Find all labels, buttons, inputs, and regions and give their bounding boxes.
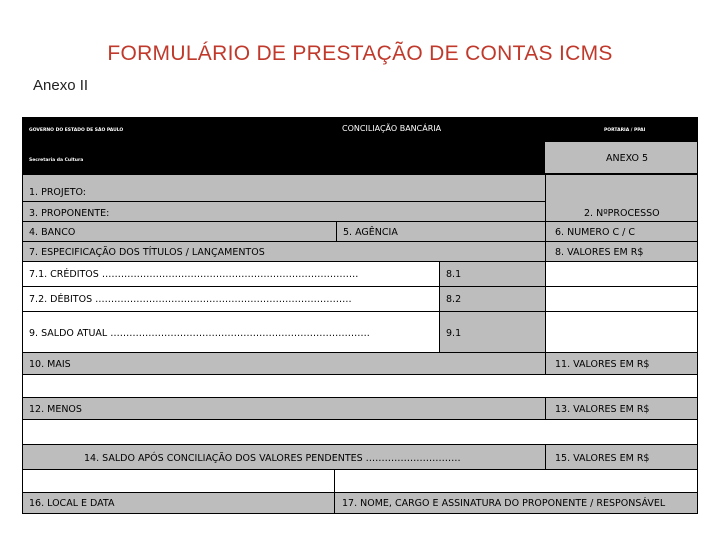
secretaria-name: Secretaria da Cultura <box>29 158 84 163</box>
menos-input[interactable] <box>22 419 698 445</box>
valores15-label: 15. VALORES EM R$ <box>555 453 650 464</box>
valores8-label: 8. VALORES EM R$ <box>555 247 644 258</box>
creditos-label: 7.1. CRÉDITOS ……………………………………………………………………… <box>29 269 359 280</box>
agencia-label: 5. AGÊNCIA <box>343 227 398 238</box>
creditos-code-cell <box>439 261 546 287</box>
proponente-label: 3. PROPONENTE: <box>29 208 110 219</box>
especificacao-label: 7. ESPECIFICAÇÃO DOS TÍTULOS / LANÇAMENTOS <box>29 247 265 258</box>
creditos-code: 8.1 <box>446 269 462 280</box>
creditos-value-cell[interactable] <box>545 261 698 287</box>
especificacao-field <box>22 241 546 262</box>
local-data-field[interactable] <box>22 492 335 514</box>
mais-input[interactable] <box>22 374 698 398</box>
projeto-label: 1. PROJETO: <box>29 187 87 198</box>
separator-band <box>335 469 698 493</box>
projeto-field <box>22 174 546 202</box>
portaria-label: PORTARIA / PPAI <box>604 128 646 133</box>
proponente-field <box>22 201 546 222</box>
valores8-field <box>545 241 698 262</box>
saldo-code: 9.1 <box>446 328 462 339</box>
debitos-row <box>22 286 440 312</box>
saldo-code-cell <box>439 311 546 353</box>
processo-field <box>545 174 698 222</box>
annex-label: ANEXO 5 <box>606 153 649 164</box>
mais-field <box>22 352 546 375</box>
saldo-label: 9. SALDO ATUAL ………………………………………………………………………. <box>29 328 370 339</box>
valores13-label: 13. VALORES EM R$ <box>555 404 650 415</box>
valores13-field <box>545 397 698 420</box>
banco-label: 4. BANCO <box>29 227 76 238</box>
assinatura-label: 17. NOME, CARGO E ASSINATURA DO PROPONENTE / RESPONSÁVEL <box>342 498 666 509</box>
creditos-row <box>22 261 440 287</box>
page-title: FORMULÁRIO DE PRESTAÇÃO DE CONTAS ICMS <box>107 42 613 65</box>
debitos-label: 7.2. DÉBITOS ……………………………………………………………………… <box>29 294 352 305</box>
debitos-code: 8.2 <box>446 294 462 305</box>
saldo-apos-field <box>22 444 546 470</box>
agencia-field <box>336 221 546 242</box>
banco-field <box>22 221 337 242</box>
valores11-label: 11. VALORES EM R$ <box>555 359 650 370</box>
debitos-code-cell <box>439 286 546 312</box>
valores15-field <box>545 444 698 470</box>
mais-label: 10. MAIS <box>29 359 71 370</box>
menos-label: 12. MENOS <box>29 404 82 415</box>
saldo-row <box>22 311 440 353</box>
conta-label: 6. NUMERO C / C <box>555 227 635 238</box>
saldo-apos-label: 14. SALDO APÓS CONCILIAÇÃO DOS VALORES PENDENTES ………………………… <box>84 453 461 464</box>
menos-field <box>22 397 546 420</box>
local-data-label: 16. LOCAL E DATA <box>29 498 115 509</box>
processo-label: 2. NºPROCESSO <box>584 208 660 219</box>
saldo-value-cell[interactable] <box>545 311 698 353</box>
conta-field <box>545 221 698 242</box>
debitos-value-cell[interactable] <box>545 286 698 312</box>
doc-title: CONCILIAÇÃO BANCÁRIA <box>342 124 442 133</box>
annex-box <box>544 141 698 174</box>
assinatura-field[interactable] <box>334 492 698 514</box>
saldo-apos-value[interactable] <box>22 469 335 493</box>
valores11-field <box>545 352 698 375</box>
page-subtitle: Anexo II <box>33 77 89 94</box>
org-name: GOVERNO DO ESTADO DE SÃO PAULO <box>29 128 124 133</box>
